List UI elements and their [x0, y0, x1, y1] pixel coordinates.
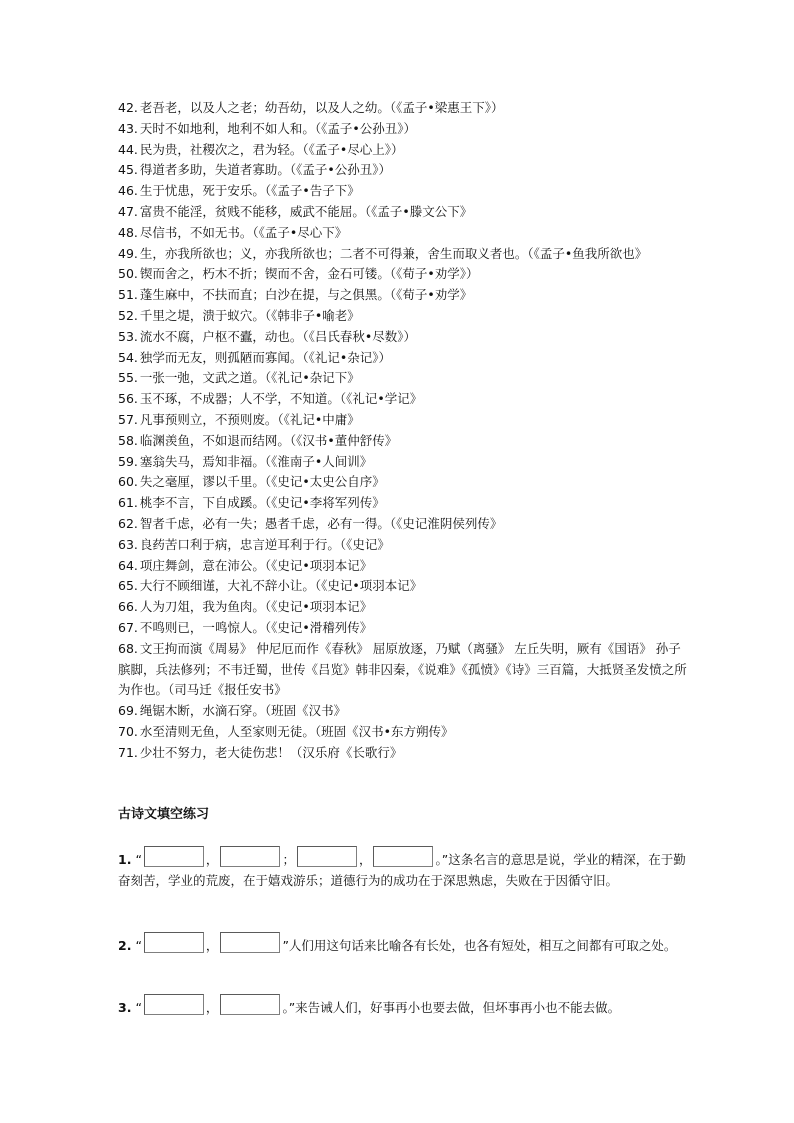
quote-text: 不鸣则已，一鸣惊人。（《史记•滑稽列传》: [139, 619, 373, 635]
quote-item: [118, 514, 690, 535]
quote-number: 43.: [118, 120, 138, 136]
quote-number: 71.: [118, 744, 138, 760]
quote-text: 民为贵，社稷次之，君为轻。（《孟子•尽心上》）: [139, 141, 404, 157]
quote-text: 良药苦口利于病，忠言逆耳利于行。（《史记》: [139, 536, 390, 552]
open-quote: “: [135, 938, 142, 953]
quote-item: [118, 410, 690, 431]
quote-item: [118, 368, 690, 389]
quote-number: 56.: [118, 391, 138, 407]
fill-blank-1[interactable]: [144, 994, 204, 1015]
quote-text: 绳锯木断，水滴石穿。（班固《汉书》: [139, 703, 347, 719]
quote-number: 51.: [118, 287, 138, 303]
exercise-2: [118, 932, 688, 956]
quote-text: 天时不如地利，地利不如人和。（《孟子•公孙丑》）: [139, 120, 417, 136]
quote-number: 55.: [118, 370, 138, 386]
quote-number: 62.: [118, 515, 138, 531]
quote-item: [118, 556, 690, 577]
quote-item: [118, 576, 690, 597]
exercise-3: [118, 994, 688, 1018]
quote-item: [118, 98, 690, 119]
quote-item: [118, 348, 690, 369]
quote-item: [118, 119, 690, 140]
quote-number: 70.: [118, 723, 138, 739]
quote-text: 桃李不言，下自成蹊。（《史记•李将军列传》: [139, 495, 385, 511]
fill-blank-1[interactable]: [144, 846, 204, 867]
exercise-text: 。”来告诫人们，好事再小也要去做，但坏事再小也不能去做。: [282, 1000, 621, 1015]
fill-blank-2[interactable]: [220, 932, 280, 953]
quote-item: [118, 701, 690, 722]
separator: ；: [282, 852, 295, 867]
exercise-number: 2.: [118, 938, 132, 953]
quote-text: 智者千虑，必有一失；愚者千虑，必有一得。（《史记淮阴侯列传》: [139, 515, 503, 531]
quote-text: 失之毫厘，谬以千里。（《史记•太史公自序》: [139, 474, 385, 490]
section-title: 古诗文填空练习: [118, 807, 210, 822]
quote-number: 52.: [118, 307, 138, 323]
quote-item: [118, 160, 690, 181]
quote-number: 49.: [118, 245, 138, 261]
quote-item: [118, 264, 690, 285]
quote-item: [118, 431, 690, 452]
quote-text: 水至清则无鱼，人至家则无徒。（班固《汉书•东方朔传》: [139, 723, 454, 739]
quote-text: 生于忧患，死于安乐。（《孟子•告子下》: [139, 183, 360, 199]
quote-item: [118, 597, 690, 618]
quote-text: 临渊羡鱼，不如退而结网。（《汉书•董仲舒传》: [139, 432, 398, 448]
quote-item: [118, 618, 690, 639]
quote-number: 59.: [118, 453, 138, 469]
exercise-text: 。”这条名言的意思是说，学业的精深，在于勤奋刻苦，学业的荒废，在于嬉戏游乐；道德行为的成功在于深思熟虑，失败在于因循守旧。: [118, 852, 686, 888]
quote-number: 53.: [118, 328, 138, 344]
fill-blank-2[interactable]: [220, 846, 280, 867]
exercise-1: [118, 846, 688, 891]
quote-item: [118, 181, 690, 202]
quote-number: 54.: [118, 349, 138, 365]
quote-number: 48.: [118, 224, 138, 240]
quote-text: 玉不琢，不成器；人不学，不知道。（《礼记•学记》: [139, 391, 423, 407]
fill-blank-3[interactable]: [297, 846, 357, 867]
quote-item: [118, 327, 690, 348]
quote-text: 流水不腐，户枢不蠹，动也。（《吕氏春秋•尽数》）: [139, 328, 417, 344]
quote-number: 58.: [118, 432, 138, 448]
quote-text: 老吾老，以及人之老；幼吾幼，以及人之幼。（《孟子•梁惠王下》）: [139, 100, 504, 115]
quote-text: 塞翁失马，焉知非福。（《淮南子•人间训》: [139, 453, 373, 469]
exercise-text: ”人们用这句话来比喻各有长处，也各有短处，相互之间都有可取之处。: [282, 938, 677, 953]
quote-number: 47.: [118, 203, 138, 219]
quote-text: 凡事预则立，不预则废。（《礼记•中庸》: [139, 411, 360, 427]
quote-item: [118, 389, 690, 410]
quote-text: 一张一弛，文武之道。（《礼记•杂记下》: [139, 370, 360, 386]
quote-number: 65.: [118, 578, 138, 594]
quote-item: [118, 722, 690, 743]
quote-number: 45.: [118, 162, 138, 178]
quote-number: 67.: [118, 619, 138, 635]
quote-number: 57.: [118, 411, 138, 427]
quote-number: 69.: [118, 703, 138, 719]
open-quote: “: [135, 852, 142, 867]
quote-item: [118, 472, 690, 493]
quote-text: 尽信书，不如无书。（《孟子•尽心下》: [139, 224, 348, 240]
quote-item: [118, 639, 690, 701]
separator: ，: [358, 852, 372, 867]
quote-list: [118, 98, 690, 764]
quote-number: 46.: [118, 183, 138, 199]
quote-number: 61.: [118, 495, 138, 511]
quote-text: 大行不顾细谨，大礼不辞小让。（《史记•项羽本记》: [139, 578, 423, 594]
quote-item: [118, 140, 690, 161]
quote-number: 44.: [118, 141, 138, 157]
quote-item: [118, 285, 690, 306]
quote-number: 63.: [118, 536, 138, 552]
quote-text: 富贵不能淫，贫贱不能移，威武不能屈。（《孟子•滕文公下》: [139, 203, 473, 219]
separator: ，: [205, 852, 219, 867]
quote-item: [118, 452, 690, 473]
quote-item: [118, 223, 690, 244]
quote-item: [118, 202, 690, 223]
quote-text: 千里之堤，溃于蚁穴。（《韩非子•喻老》: [139, 307, 360, 323]
quote-item: [118, 244, 690, 265]
separator: ，: [205, 938, 219, 953]
fill-blank-1[interactable]: [144, 932, 204, 953]
quote-number: 42.: [118, 100, 138, 115]
quote-item: [118, 743, 690, 764]
quote-text: 得道者多助，失道者寡助。（《孟子•公孙丑》）: [139, 162, 392, 178]
quote-text: 人为刀俎，我为鱼肉。（《史记•项羽本记》: [139, 599, 373, 615]
exercise-number: 3.: [118, 1000, 132, 1015]
separator: ，: [205, 1000, 219, 1015]
fill-blank-4[interactable]: [373, 846, 433, 867]
quote-text: 独学而无友，则孤陋而寡闻。（《礼记•杂记》）: [139, 349, 392, 365]
quote-text: 生，亦我所欲也；义，亦我所欲也；二者不可得兼，舍生而取义者也。（《孟子•鱼我所欲也》: [139, 245, 648, 261]
quote-text: 蓬生麻中，不扶而直；白沙在提，与之俱黑。（《荀子•劝学》: [139, 287, 473, 303]
quote-text: 锲而舍之，朽木不折；锲而不舍，金石可镂。（《荀子•劝学》）: [139, 266, 479, 282]
quote-number: 66.: [118, 599, 138, 615]
exercise-number: 1.: [118, 852, 132, 867]
quote-number: 64.: [118, 557, 138, 573]
quote-item: [118, 535, 690, 556]
quote-number: 68.: [118, 640, 138, 656]
quote-text: 少壮不努力，老大徒伤悲！（汉乐府《长歌行》: [139, 744, 403, 760]
open-quote: “: [135, 1000, 142, 1015]
quote-number: 50.: [118, 266, 138, 282]
quote-text: 文王拘而演《周易》 仲尼厄而作《春秋》 屈原放逐，乃赋（离骚》 左丘失明，厥有《国语》 孙子膑脚，兵法修列；不韦迁蜀，世传《吕览》韩非囚秦，《说难》《孤愤》《诗》三百篇，大抵贤圣发愤之所为作也。（司马迁《报任安书》: [118, 640, 687, 698]
quote-item: [118, 493, 690, 514]
quote-item: [118, 306, 690, 327]
fill-blank-2[interactable]: [220, 994, 280, 1015]
quote-text: 项庄舞剑，意在沛公。（《史记•项羽本记》: [139, 557, 373, 573]
quote-number: 60.: [118, 474, 138, 490]
